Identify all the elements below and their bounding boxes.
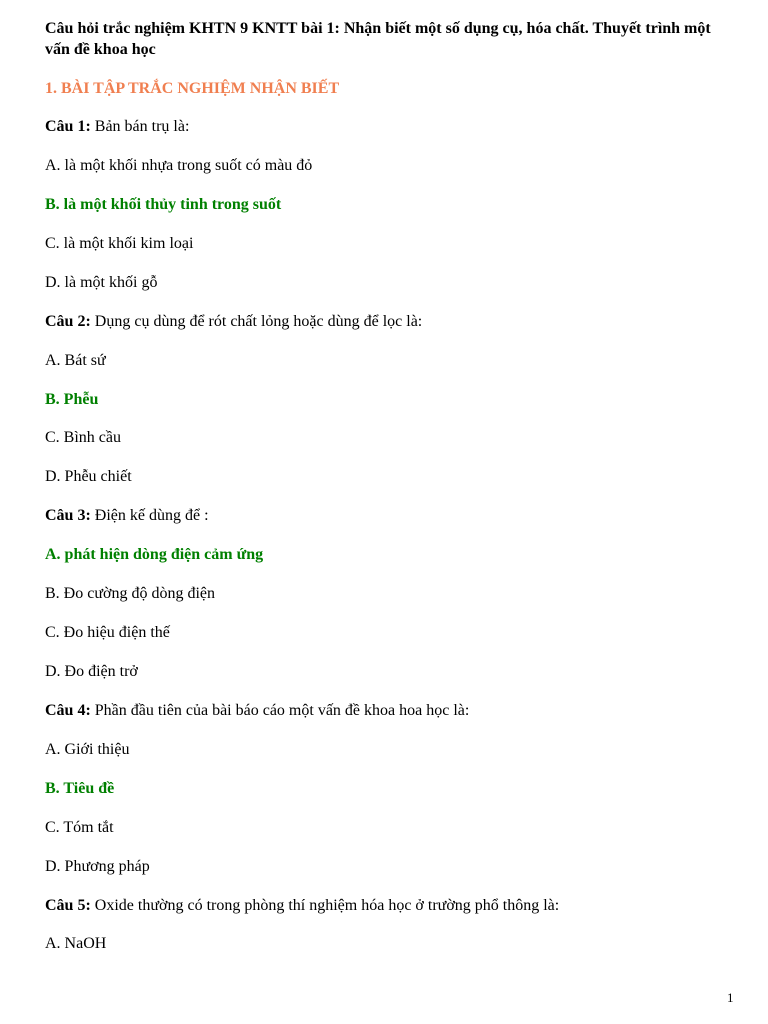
question-1-option-d: D. là một khối gỗ	[45, 274, 158, 291]
question-text: Bản bán trụ là:	[90, 118, 190, 135]
question-label: Câu 2:	[45, 313, 91, 330]
section-heading: 1. BÀI TẬP TRẮC NGHIỆM NHẬN BIẾT	[45, 80, 340, 97]
question-5	[45, 896, 559, 916]
question-2-option-a: A. Bát sứ	[45, 352, 106, 369]
question-2-option-b-correct: B. Phễu	[45, 391, 99, 408]
question-1-option-c: C. là một khối kim loại	[45, 235, 194, 252]
question-1	[45, 117, 189, 137]
question-2	[45, 312, 422, 332]
question-text: Điện kế dùng để :	[90, 507, 209, 524]
document-title: Câu hỏi trắc nghiệm KHTN 9 KNTT bài 1: Nhận biết một số dụng cụ, hóa chất. Thuyết trình một vấn đề khoa học	[45, 20, 711, 58]
question-4-option-c: C. Tóm tắt	[45, 819, 114, 836]
question-5-option-a: A. NaOH	[45, 935, 107, 952]
question-3-option-c: C. Đo hiệu điện thế	[45, 624, 170, 641]
question-4	[45, 701, 469, 721]
question-4-option-d: D. Phương pháp	[45, 858, 150, 875]
question-text: Dụng cụ dùng để rót chất lỏng hoặc dùng để lọc là:	[90, 313, 423, 330]
question-label: Câu 5:	[45, 897, 91, 914]
question-text: Oxide thường có trong phòng thí nghiệm hóa học ở trường phổ thông là:	[90, 897, 560, 914]
question-label: Câu 4:	[45, 702, 91, 719]
question-4-option-b-correct: B. Tiêu đề	[45, 780, 115, 797]
question-3-option-a-correct: A. phát hiện dòng điện cảm ứng	[45, 546, 264, 563]
question-text: Phần đầu tiên của bài báo cáo một vấn đề khoa hoa học là:	[90, 702, 470, 719]
question-3	[45, 506, 209, 526]
question-3-option-b: B. Đo cường độ dòng điện	[45, 585, 216, 602]
question-label: Câu 3:	[45, 507, 91, 524]
question-3-option-d: D. Đo điện trở	[45, 663, 138, 680]
question-label: Câu 1:	[45, 118, 91, 135]
question-2-option-c: C. Bình cầu	[45, 429, 121, 446]
question-1-option-b-correct: B. là một khối thủy tinh trong suốt	[45, 196, 282, 213]
page-number: 1	[727, 990, 734, 1005]
question-4-option-a: A. Giới thiệu	[45, 741, 130, 758]
question-1-option-a: A. là một khối nhựa trong suốt có màu đỏ	[45, 157, 313, 174]
question-2-option-d: D. Phễu chiết	[45, 468, 132, 485]
